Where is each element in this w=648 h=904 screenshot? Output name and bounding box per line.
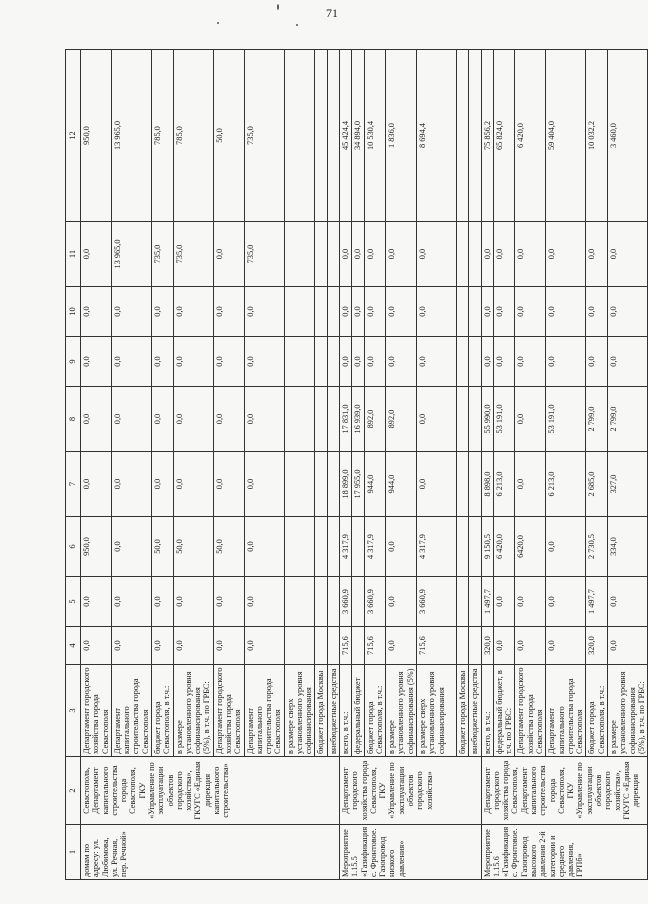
table-row [315, 50, 327, 880]
value-cell: 3 660,9 [340, 577, 352, 627]
funding-source-cell: бюджет города Севастополя, в т.ч.: [364, 665, 386, 757]
value-cell: 735,0 [173, 222, 213, 287]
funding-source-cell: Департамент капитального строительства города Севастополя [546, 665, 586, 757]
table-row [457, 50, 469, 880]
value-cell: 53 191,0 [493, 387, 515, 452]
scan-speck [296, 24, 298, 26]
value-cell [469, 50, 481, 222]
value-cell [352, 627, 364, 665]
value-cell [457, 577, 469, 627]
value-cell: 0,0 [151, 287, 173, 337]
table-row [515, 50, 546, 880]
value-cell: 59 404,0 [546, 50, 586, 222]
value-cell [284, 337, 315, 387]
value-cell: 0,0 [417, 287, 457, 337]
value-cell: 0,0 [546, 517, 586, 577]
value-cell [469, 577, 481, 627]
value-cell: 6420,0 [515, 517, 546, 577]
value-cell: 0,0 [364, 337, 386, 387]
value-cell: 0,0 [81, 577, 112, 627]
funding-source-cell: внебюджетные средства [327, 665, 339, 757]
table-row [493, 50, 515, 880]
value-cell: 0,0 [173, 577, 213, 627]
value-cell: 0,0 [586, 287, 608, 337]
value-cell: 2 799,0 [586, 387, 608, 452]
table-row [417, 50, 457, 880]
value-cell [457, 50, 469, 222]
funding-source-cell: всего, в т.ч.: [481, 665, 493, 757]
value-cell: 0,0 [81, 452, 112, 517]
value-cell: 0,0 [151, 337, 173, 387]
value-cell: 0,0 [515, 287, 546, 337]
value-cell: 0,0 [111, 577, 151, 627]
value-cell: 0,0 [352, 337, 364, 387]
funding-source-cell: бюджет города Севастополя, в т.ч.: [151, 665, 173, 757]
value-cell: 0,0 [81, 627, 112, 665]
value-cell [457, 222, 469, 287]
value-cell: 65 824,0 [493, 50, 515, 222]
value-cell [315, 337, 327, 387]
value-cell: 6 420,0 [493, 517, 515, 577]
value-cell: 53 191,0 [546, 387, 586, 452]
value-cell: 0,0 [364, 222, 386, 287]
header-cell: 11 [66, 222, 81, 287]
value-cell [315, 387, 327, 452]
funding-source-cell: в размере установленного уровня софинансирования (5%), в т.ч. по ГРБС: [173, 665, 213, 757]
header-cell: 3 [66, 665, 81, 757]
value-cell: 75 856,2 [481, 50, 493, 222]
table-row [151, 50, 173, 880]
value-cell: 55 990,0 [481, 387, 493, 452]
value-cell: 50,0 [213, 517, 244, 577]
value-cell [327, 222, 339, 287]
value-cell: 0,0 [417, 337, 457, 387]
table-row [481, 50, 493, 880]
value-cell [469, 387, 481, 452]
value-cell: 320,0 [586, 627, 608, 665]
value-cell: 715,6 [364, 627, 386, 665]
value-cell: 0,0 [244, 577, 284, 627]
value-cell: 0,0 [173, 287, 213, 337]
value-cell: 0,0 [493, 222, 515, 287]
value-cell [457, 627, 469, 665]
value-cell: 13 965,0 [111, 222, 151, 287]
funding-source-cell: в размере установленного уровня софинансирования (5%) [386, 665, 417, 757]
value-cell [352, 517, 364, 577]
scan-speck [217, 22, 219, 24]
value-cell: 0,0 [173, 337, 213, 387]
value-cell: 0,0 [386, 337, 417, 387]
value-cell: 0,0 [352, 222, 364, 287]
value-cell: 0,0 [586, 222, 608, 287]
header-cell: 4 [66, 627, 81, 665]
header-cell: 12 [66, 50, 81, 222]
funding-source-cell: в размере установленного уровня софинансирования (5%), в т.ч. по ГРБС: [607, 665, 647, 757]
value-cell: 0,0 [493, 287, 515, 337]
value-cell [284, 452, 315, 517]
value-cell: 0,0 [244, 627, 284, 665]
value-cell: 6 420,0 [515, 50, 546, 222]
value-cell: 6 213,0 [546, 452, 586, 517]
value-cell [284, 287, 315, 337]
value-cell: 34 894,0 [352, 50, 364, 222]
header-cell: 2 [66, 757, 81, 825]
value-cell [327, 577, 339, 627]
value-cell [284, 387, 315, 452]
value-cell: 10 530,4 [364, 50, 386, 222]
value-cell: 0,0 [607, 222, 647, 287]
value-cell: 0,0 [546, 222, 586, 287]
value-cell: 0,0 [386, 577, 417, 627]
header-cell: 7 [66, 452, 81, 517]
header-row [66, 50, 81, 880]
header-cell: 9 [66, 337, 81, 387]
value-cell: 0,0 [244, 517, 284, 577]
header-cell: 8 [66, 387, 81, 452]
value-cell: 334,0 [607, 517, 647, 577]
value-cell: 9 150,5 [481, 517, 493, 577]
value-cell: 944,0 [364, 452, 386, 517]
value-cell: 0,0 [481, 287, 493, 337]
header-cell: 1 [66, 825, 81, 880]
funding-source-cell: бюджет города Севастополя, в т.ч.: [586, 665, 608, 757]
value-cell: 3 460,0 [607, 50, 647, 222]
value-cell: 0,0 [213, 337, 244, 387]
value-cell: 0,0 [546, 627, 586, 665]
value-cell: 0,0 [515, 577, 546, 627]
value-cell [315, 627, 327, 665]
value-cell [315, 287, 327, 337]
table-row [111, 50, 151, 880]
value-cell [315, 50, 327, 222]
value-cell [469, 222, 481, 287]
value-cell: 0,0 [111, 517, 151, 577]
value-cell: 4 317,9 [340, 517, 352, 577]
value-cell: 785,0 [151, 50, 173, 222]
value-cell: 0,0 [607, 577, 647, 627]
value-cell [469, 287, 481, 337]
value-cell: 715,6 [340, 627, 352, 665]
funding-source-cell: Департамент капитального строительства города Севастополя [111, 665, 151, 757]
value-cell: 0,0 [244, 452, 284, 517]
value-cell: 0,0 [386, 517, 417, 577]
value-cell [327, 627, 339, 665]
value-cell: 785,0 [173, 50, 213, 222]
page-number: 71 [326, 6, 338, 20]
value-cell: 2 799,0 [607, 387, 647, 452]
value-cell: 0,0 [81, 222, 112, 287]
executor-cell: Севастополь, Департамент капитального строительства города Севастополя, ГКУ «Управление по эксплуатации объектов городского хозяйства», ГКУГС «Единая дирекция капитального строительства» [81, 757, 340, 825]
value-cell: 10 032,2 [586, 50, 608, 222]
executor-cell: Департамент городского хозяйства города Севастополя, Департамент капитального строительства города Севастополя, ГКУ «Управление по эксплуатации объектов городского хозяйства», ГКУГС «Единая дирекция [481, 757, 648, 825]
table-row [607, 50, 647, 880]
value-cell: 3 660,9 [417, 577, 457, 627]
value-cell: 50,0 [173, 517, 213, 577]
value-cell [315, 452, 327, 517]
value-cell [469, 452, 481, 517]
value-cell [469, 627, 481, 665]
value-cell [315, 517, 327, 577]
table-row [586, 50, 608, 880]
value-cell: 0,0 [111, 287, 151, 337]
value-cell: 0,0 [151, 452, 173, 517]
value-cell: 0,0 [417, 452, 457, 517]
value-cell: 0,0 [493, 627, 515, 665]
funding-source-cell: Департамент городского хозяйства города Севастополя [213, 665, 244, 757]
value-cell: 0,0 [81, 287, 112, 337]
value-cell: 6 213,0 [493, 452, 515, 517]
value-cell: 0,0 [111, 627, 151, 665]
value-cell: 0,0 [340, 222, 352, 287]
value-cell: 0,0 [151, 577, 173, 627]
value-cell: 0,0 [364, 287, 386, 337]
value-cell: 0,0 [607, 287, 647, 337]
header-cell: 5 [66, 577, 81, 627]
funding-source-cell: федеральный бюджет, в т.ч. по ГРБС: [493, 665, 515, 757]
value-cell: 0,0 [81, 387, 112, 452]
value-cell: 0,0 [111, 452, 151, 517]
value-cell: 0,0 [151, 387, 173, 452]
value-cell: 0,0 [173, 452, 213, 517]
value-cell: 950,0 [81, 50, 112, 222]
value-cell: 0,0 [417, 222, 457, 287]
value-cell: 18 899,0 [340, 452, 352, 517]
value-cell [469, 517, 481, 577]
funding-source-cell: в размере сверх установленного уровня софинансирования [417, 665, 457, 757]
value-cell: 2 730,5 [586, 517, 608, 577]
measure-name-cell: Мероприятие 1.15.6 «Газификация с. Фронтовое. Газопровод высокого давления 2-й категории и среднего давления, ГРПб» [481, 825, 648, 880]
value-cell [284, 627, 315, 665]
value-cell: 0,0 [213, 287, 244, 337]
value-cell: 0,0 [81, 337, 112, 387]
funding-source-cell: всего, в т.ч.: [340, 665, 352, 757]
table-row [327, 50, 339, 880]
value-cell [327, 452, 339, 517]
value-cell: 0,0 [546, 577, 586, 627]
value-cell [284, 50, 315, 222]
value-cell: 950,0 [81, 517, 112, 577]
value-cell: 0,0 [493, 337, 515, 387]
table-row [469, 50, 481, 880]
value-cell: 17 831,0 [340, 387, 352, 452]
value-cell: 0,0 [213, 577, 244, 627]
value-cell [284, 517, 315, 577]
value-cell: 45 424,4 [340, 50, 352, 222]
value-cell: 0,0 [213, 387, 244, 452]
value-cell: 0,0 [352, 287, 364, 337]
value-cell: 0,0 [244, 337, 284, 387]
value-cell [327, 50, 339, 222]
table-row [244, 50, 284, 880]
value-cell: 892,0 [386, 387, 417, 452]
header-cell: 10 [66, 287, 81, 337]
funding-source-cell: в размере сверх установленного уровня софинансирования [284, 665, 315, 757]
table-row [352, 50, 364, 880]
value-cell: 0,0 [244, 387, 284, 452]
value-cell: 735,0 [244, 50, 284, 222]
value-cell: 735,0 [151, 222, 173, 287]
value-cell [327, 337, 339, 387]
value-cell [284, 222, 315, 287]
value-cell: 0,0 [213, 452, 244, 517]
funding-source-cell: Департамент капитального строительства города Севастополя [244, 665, 284, 757]
value-cell: 0,0 [340, 337, 352, 387]
value-cell: 4 317,9 [417, 517, 457, 577]
value-cell: 0,0 [586, 337, 608, 387]
table-row [546, 50, 586, 880]
table-row [213, 50, 244, 880]
scan-speck [277, 4, 279, 10]
value-cell [469, 337, 481, 387]
value-cell: 0,0 [515, 337, 546, 387]
value-cell: 0,0 [515, 452, 546, 517]
value-cell: 0,0 [386, 222, 417, 287]
value-cell [457, 387, 469, 452]
value-cell: 0,0 [213, 627, 244, 665]
value-cell: 0,0 [386, 627, 417, 665]
funding-source-cell: Департамент городского хозяйства города Севастополя [81, 665, 112, 757]
value-cell: 8 898,0 [481, 452, 493, 517]
budget-table [65, 49, 648, 880]
value-cell: 0,0 [493, 577, 515, 627]
value-cell [457, 287, 469, 337]
measure-name-cell: домам по адресу: ул. Любимова, ул. Речная, пер. Речной» [81, 825, 340, 880]
value-cell: 0,0 [417, 387, 457, 452]
value-cell: 0,0 [515, 627, 546, 665]
value-cell: 0,0 [173, 627, 213, 665]
table-row [340, 50, 352, 880]
value-cell: 1 836,0 [386, 50, 417, 222]
value-cell: 0,0 [111, 337, 151, 387]
funding-source-cell: внебюджетные средства [469, 665, 481, 757]
value-cell: 0,0 [386, 287, 417, 337]
value-cell: 0,0 [607, 337, 647, 387]
value-cell: 8 694,4 [417, 50, 457, 222]
funding-source-cell: бюджет города Москвы [315, 665, 327, 757]
value-cell: 0,0 [244, 287, 284, 337]
value-cell: 0,0 [607, 627, 647, 665]
value-cell: 2 685,0 [586, 452, 608, 517]
funding-source-cell: бюджет города Москвы [457, 665, 469, 757]
value-cell: 0,0 [481, 337, 493, 387]
value-cell [457, 337, 469, 387]
table-row [364, 50, 386, 880]
value-cell [284, 577, 315, 627]
value-cell [352, 577, 364, 627]
executor-cell: Департамент городского хозяйства города Севастополя, ГКУ «Управление по эксплуатации объектов городского хозяйства» [340, 757, 482, 825]
value-cell [327, 517, 339, 577]
value-cell: 320,0 [481, 627, 493, 665]
value-cell [327, 387, 339, 452]
value-cell: 16 939,0 [352, 387, 364, 452]
value-cell: 715,6 [417, 627, 457, 665]
value-cell: 0,0 [173, 387, 213, 452]
value-cell: 1 497,7 [481, 577, 493, 627]
value-cell: 0,0 [213, 222, 244, 287]
value-cell: 1 497,7 [586, 577, 608, 627]
value-cell: 0,0 [546, 337, 586, 387]
value-cell: 944,0 [386, 452, 417, 517]
value-cell: 0,0 [515, 387, 546, 452]
funding-source-cell: Департамент городского хозяйства города Севастополя [515, 665, 546, 757]
header-cell: 6 [66, 517, 81, 577]
value-cell [457, 452, 469, 517]
value-cell: 4 317,9 [364, 517, 386, 577]
value-cell: 3 660,9 [364, 577, 386, 627]
value-cell: 50,0 [151, 517, 173, 577]
table-row [173, 50, 213, 880]
measure-name-cell: Мероприятие 1.15.5 «Газификация с. Фронтовое. Газопровод низкого давления» [340, 825, 482, 880]
value-cell: 0,0 [151, 627, 173, 665]
value-cell: 892,0 [364, 387, 386, 452]
value-cell: 50,0 [213, 50, 244, 222]
value-cell [315, 577, 327, 627]
rotated-document-page [65, 50, 646, 880]
value-cell [327, 287, 339, 337]
value-cell: 0,0 [340, 287, 352, 337]
value-cell: 13 965,0 [111, 50, 151, 222]
value-cell: 0,0 [546, 287, 586, 337]
table-row [284, 50, 315, 880]
value-cell: 735,0 [244, 222, 284, 287]
value-cell: 17 955,0 [352, 452, 364, 517]
value-cell [457, 517, 469, 577]
table-row [386, 50, 417, 880]
value-cell [315, 222, 327, 287]
table-row [81, 50, 112, 880]
value-cell: 0,0 [481, 222, 493, 287]
value-cell: 327,0 [607, 452, 647, 517]
value-cell: 0,0 [515, 222, 546, 287]
funding-source-cell: федеральный бюджет [352, 665, 364, 757]
value-cell: 0,0 [111, 387, 151, 452]
